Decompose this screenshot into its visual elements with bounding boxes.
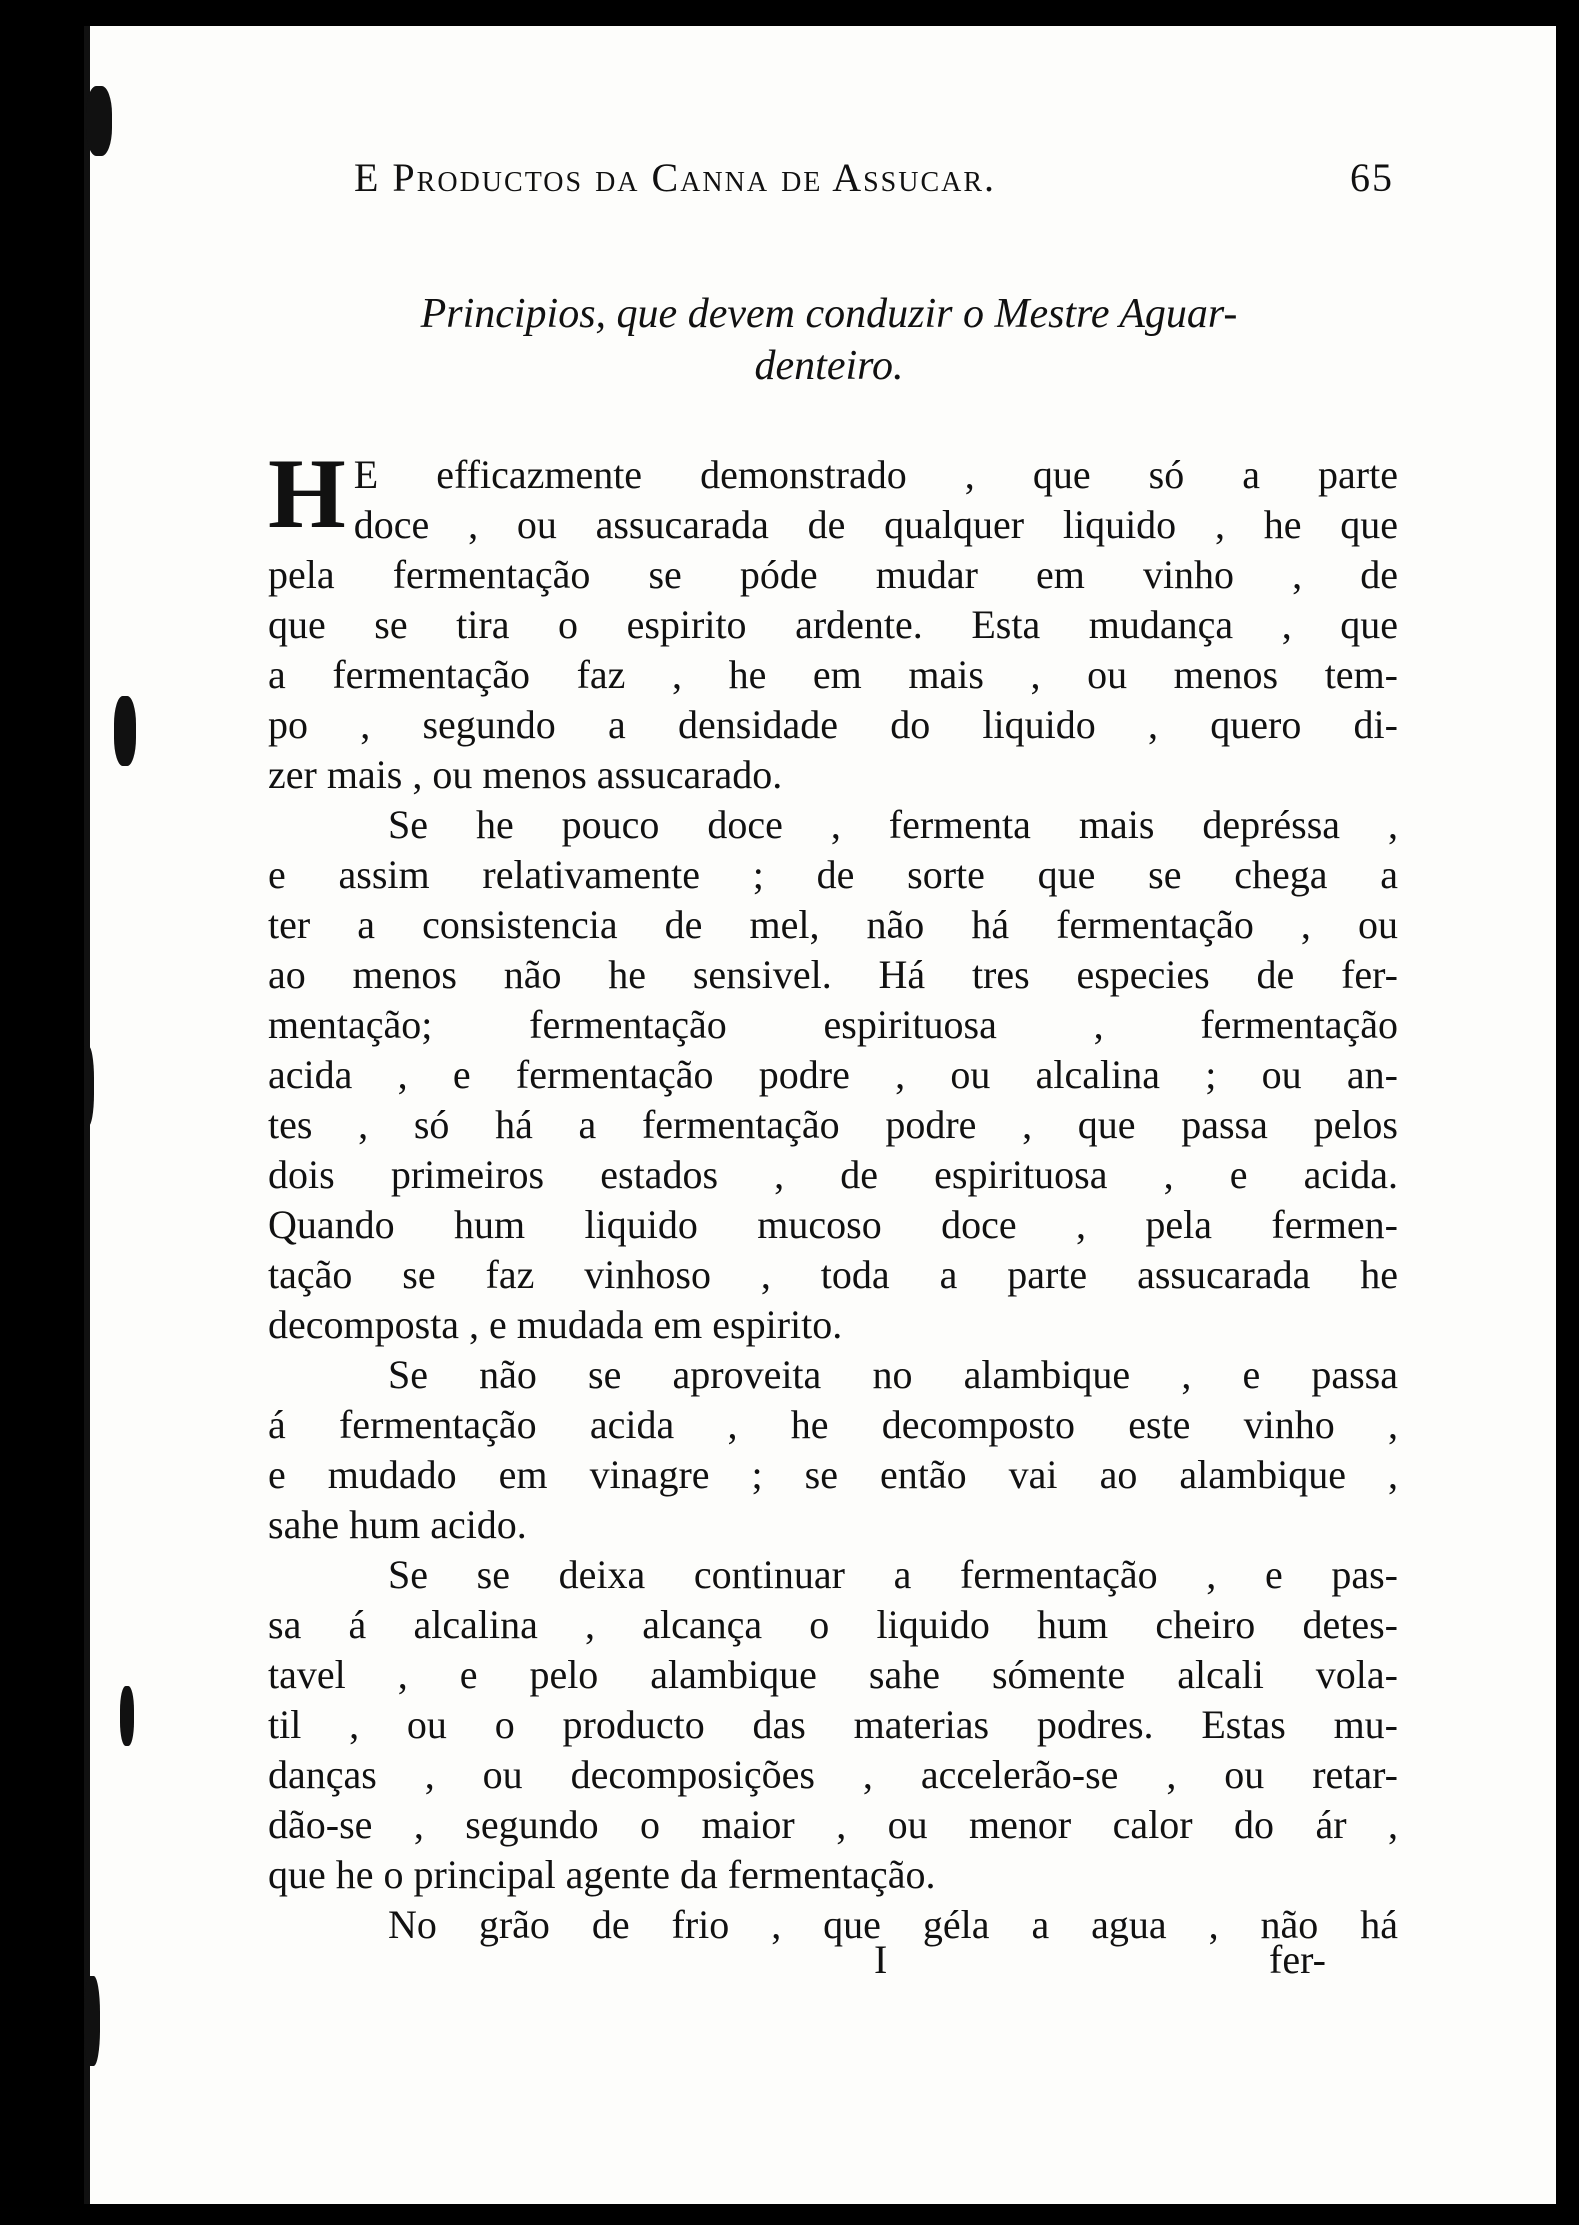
paragraph (268, 1550, 1398, 1900)
text-line: acida , e fermentação podre , ou alcalina ; ou an- (268, 1052, 1398, 1097)
text-line: que se tira o espirito ardente. Esta mudança , que (268, 602, 1398, 647)
text-line: sa á alcalina , alcança o liquido hum cheiro detes- (268, 1602, 1398, 1647)
text-line: E efficazmente demonstrado , que só a parte (353, 452, 1398, 497)
page-margin-shadow (84, 26, 204, 2204)
book-page (84, 26, 1556, 2204)
text-line: Se se deixa continuar a fermentação , e pas- (388, 1552, 1398, 1597)
catchword: fer- (1269, 1937, 1326, 1982)
text-line: decomposta , e mudada em espirito. (268, 1302, 843, 1347)
text-line: que he o principal agente da fermentação. (268, 1852, 936, 1897)
section-heading (244, 288, 1414, 392)
text-line: e assim relativamente ; de sorte que se chega a (268, 852, 1398, 897)
text-line: danças , ou decomposições , accelerão-se , ou retar- (268, 1752, 1398, 1797)
page-number: 65 (1350, 155, 1394, 200)
text-line: ter a consistencia de mel, não há fermentação , ou (268, 902, 1398, 947)
text-line: Se não se aproveita no alambique , e passa (388, 1352, 1398, 1397)
text-line: No grão de frio , que géla a agua , não há (388, 1902, 1398, 1947)
section-heading-line: Principios, que devem conduzir o Mestre Aguar- (420, 291, 1238, 337)
text-line: pela fermentação se póde mudar em vinho , de (268, 552, 1398, 597)
text-line: tação se faz vinhoso , toda a parte assucarada he (268, 1252, 1398, 1297)
text-line: sahe hum acido. (268, 1502, 527, 1547)
paragraph (268, 1900, 1398, 1950)
text-line: po , segundo a densidade do liquido , quero di- (268, 702, 1398, 747)
text-line: ao menos não he sensivel. Há tres especies de fer- (268, 952, 1398, 997)
signature-mark: I (874, 1937, 888, 1982)
running-head-title: E Productos da Canna de Assucar. (354, 155, 997, 200)
running-head (354, 154, 1394, 201)
ink-blot (84, 1976, 100, 2066)
text-line: mentação; fermentação espirituosa , fermentação (268, 1002, 1398, 1047)
body-text (268, 438, 1398, 1950)
text-line: á fermentação acida , he decomposto este vinho , (268, 1402, 1398, 1447)
ink-blot (86, 86, 112, 156)
text-line: doce , ou assucarada de qualquer liquido , he que (353, 502, 1398, 547)
text-line: tes , só há a fermentação podre , que passa pelos (268, 1102, 1398, 1147)
text-line: tavel , e pelo alambique sahe sómente alcali vola- (268, 1652, 1398, 1697)
paragraph (268, 1350, 1398, 1550)
section-heading-line: denteiro. (754, 343, 904, 389)
text-line: til , ou o producto das materias podres. Estas mu- (268, 1702, 1398, 1747)
text-line: dois primeiros estados , de espirituosa , e acida. (268, 1152, 1398, 1197)
text-line: zer mais , ou menos assucarado. (268, 752, 783, 797)
ink-blot (114, 696, 136, 766)
text-line: a fermentação faz , he em mais , ou menos tem- (268, 652, 1398, 697)
text-line: e mudado em vinagre ; se então vai ao alambique , (268, 1452, 1398, 1497)
text-line: Se he pouco doce , fermenta mais depréssa , (388, 802, 1398, 847)
paragraph (268, 438, 1398, 800)
drop-cap: H (268, 438, 346, 549)
text-line: dão-se , segundo o maior , ou menor calor do ár , (268, 1802, 1398, 1847)
ink-blot (120, 1686, 134, 1746)
paragraph (268, 800, 1398, 1350)
ink-blot (84, 1046, 94, 1126)
text-line: Quando hum liquido mucoso doce , pela fermen- (268, 1202, 1398, 1247)
